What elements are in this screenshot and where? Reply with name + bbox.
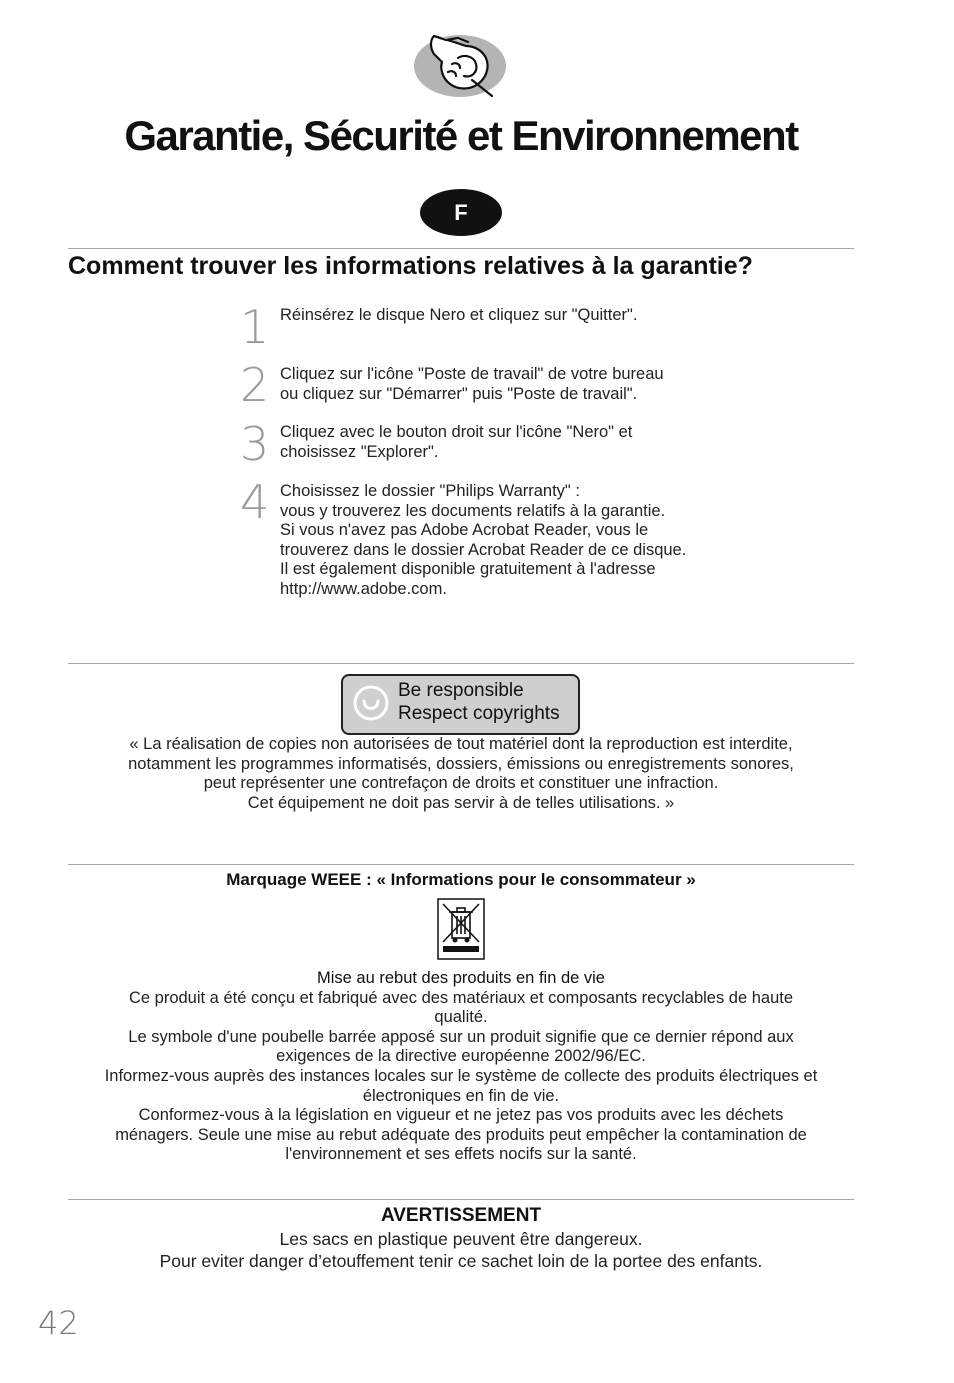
warning-heading: AVERTISSEMENT xyxy=(380,1205,542,1226)
notice-line: Cet équipement ne doit pas servir à de telles utilisations. » xyxy=(247,793,675,812)
notice-line: notamment les programmes informatisés, dossiers, émissions ou enregistrements sonores, xyxy=(128,754,794,773)
warning-body xyxy=(68,1229,854,1272)
step-number: 1 xyxy=(240,300,270,354)
warning-line: Les sacs en plastique peuvent être dangereux. xyxy=(279,1229,643,1249)
badge-text: Respect copyrights xyxy=(398,703,560,724)
step-line: trouverez dans le dossier Acrobat Reader de ce disque. xyxy=(280,540,687,559)
divider xyxy=(68,1199,854,1200)
step-text xyxy=(280,306,750,326)
page-number: 42 xyxy=(38,1304,79,1342)
section-heading: Comment trouver les informations relatives à la garantie? xyxy=(68,252,753,280)
weee-line: exigences de la directive européenne 2002/96/EC. xyxy=(276,1047,646,1066)
step-number: 4 xyxy=(240,475,270,529)
weee-line: Informez-vous auprès des instances locales sur le système de collecte des produits électriques et xyxy=(104,1066,818,1085)
step-number: 3 xyxy=(240,417,270,471)
weee-heading: Marquage WEEE : « Informations pour le consommateur » xyxy=(226,870,696,889)
step-line: Il est également disponible gratuitement à l'adresse xyxy=(280,560,656,578)
language-badge: F xyxy=(420,189,502,236)
divider xyxy=(68,663,854,664)
notice-line: « La réalisation de copies non autorisées de tout matériel dont la reproduction est interdite, xyxy=(129,735,793,753)
pointing-hand-icon xyxy=(412,28,508,100)
step-text xyxy=(280,482,750,599)
weee-line: qualité. xyxy=(434,1008,488,1027)
crossed-out-bin-icon xyxy=(437,898,485,960)
notice-line: peut représenter une contrefaçon de droits et constituer une infraction. xyxy=(203,774,719,793)
step-line: Cliquez avec le bouton droit sur l'icône "Nero" et xyxy=(280,423,633,441)
step-line: Choisissez le dossier "Philips Warranty" : xyxy=(280,482,580,500)
step-line: Cliquez sur l'icône "Poste de travail" de votre bureau xyxy=(280,365,664,383)
divider xyxy=(68,864,854,865)
copyright-notice xyxy=(68,735,854,813)
step-line: ou cliquez sur "Démarrer" puis "Poste de travail". xyxy=(280,384,638,403)
weee-subtitle: Mise au rebut des produits en fin de vie xyxy=(316,969,605,987)
weee-line: l'environnement et ses effets nocifs sur la santé. xyxy=(285,1145,637,1164)
step-line: choisissez "Explorer". xyxy=(280,442,439,461)
step-line: http://www.adobe.com. xyxy=(280,579,447,598)
weee-line: Ce produit a été conçu et fabriqué avec des matériaux et composants recyclables de haute xyxy=(128,988,794,1007)
smiley-icon xyxy=(353,685,389,721)
page-title: Garantie, Sécurité et Environnement xyxy=(124,112,798,159)
step-line: Réinsérez le disque Nero et cliquez sur "Quitter". xyxy=(280,306,638,324)
step-line: Si vous n'avez pas Adobe Acrobat Reader, vous le xyxy=(280,521,649,539)
badge-text: Be responsible xyxy=(398,680,524,701)
divider xyxy=(68,248,854,249)
weee-line: électroniques en fin de vie. xyxy=(362,1086,560,1105)
weee-line: Conformez-vous à la législation en vigueur et ne jetez pas vos produits avec les déchets xyxy=(138,1106,784,1125)
step-text xyxy=(280,365,750,404)
weee-line: ménagers. Seule une mise au rebut adéquate des produits peut empêcher la contamination de xyxy=(115,1125,807,1144)
step-number: 2 xyxy=(240,358,270,412)
weee-line: Le symbole d'une poubelle barrée apposé sur un produit signifie que ce dernier répond aux xyxy=(128,1027,794,1046)
warning-line: Pour eviter danger d’etouffement tenir ce sachet loin de la portee des enfants. xyxy=(159,1250,763,1271)
weee-body xyxy=(68,969,854,1165)
step-text xyxy=(280,423,750,462)
step-line: vous y trouverez les documents relatifs à la garantie. xyxy=(280,501,666,520)
